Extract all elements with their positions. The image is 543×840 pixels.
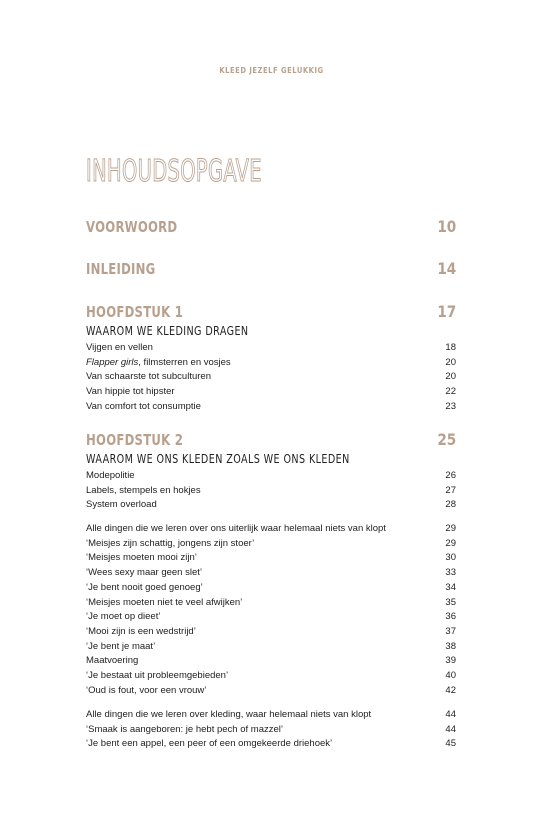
entry-title-italic: Flapper girls	[86, 356, 139, 368]
entry-title: ‘Meisjes moeten mooi zijn’	[86, 552, 197, 564]
toc-entry[interactable]	[86, 669, 456, 684]
entry-title: ‘Je bent nooit goed genoeg’	[86, 581, 203, 593]
toc-chapter-2	[86, 430, 456, 513]
toc-entry[interactable]	[86, 469, 456, 484]
entry-title: Vijgen en vellen	[86, 342, 153, 353]
toc-entry[interactable]	[86, 400, 456, 415]
toc-entry[interactable]	[86, 551, 456, 566]
chapter-subtitle: WAAROM WE ONS KLEDEN ZOALS WE ONS KLEDEN	[86, 452, 350, 466]
entry-page: 23	[445, 400, 456, 412]
toc-entry[interactable]	[86, 654, 456, 669]
toc-entry[interactable]	[86, 498, 456, 513]
entry-title: ‘Meisjes zijn schattig, jongens zijn stoer’	[86, 537, 255, 549]
toc-group-kleding	[86, 707, 456, 752]
entry-page: 28	[445, 499, 456, 511]
toc-section-inleiding[interactable]	[86, 259, 456, 278]
entry-title: Labels, stempels en hokjes	[86, 484, 201, 496]
entry-page: 26	[445, 470, 456, 481]
entry-page: 34	[445, 581, 456, 593]
entry-title: ‘Je bent je maat’	[86, 640, 156, 652]
chapter-subtitle: WAAROM WE KLEDING DRAGEN	[86, 324, 249, 338]
toc-section-voorwoord[interactable]	[86, 217, 456, 236]
entry-page: 36	[445, 611, 456, 623]
entry-page: 20	[445, 356, 456, 368]
chapter-heading[interactable]	[86, 302, 456, 321]
section-page-number: 10	[437, 217, 456, 236]
entry-title: ‘Oud is fout, voor een vrouw’	[86, 684, 207, 696]
toc-entry[interactable]	[86, 625, 456, 640]
entry-title	[86, 356, 231, 371]
entry-title: ‘Meisjes moeten niet te veel afwijken’	[86, 596, 243, 608]
entry-page: 44	[445, 709, 456, 720]
entry-page: 42	[445, 684, 456, 696]
toc-entry[interactable]	[86, 640, 456, 655]
entry-title: Van hippie tot hipster	[86, 386, 175, 398]
entry-page: 29	[445, 523, 456, 534]
entry-page: 30	[445, 552, 456, 564]
running-head: KLEED JEZELF GELUKKIG	[219, 66, 324, 75]
entry-page: 33	[445, 567, 456, 579]
chapter-label: HOOFDSTUK 2	[86, 431, 184, 449]
entry-title: Alle dingen die we leren over ons uiterlijk waar helemaal niets van klopt	[86, 523, 386, 534]
toc-entry[interactable]	[86, 723, 456, 738]
entry-title: ‘Mooi zijn is een wedstrijd’	[86, 625, 196, 637]
chapter-label: HOOFDSTUK 1	[86, 303, 184, 321]
section-label: INLEIDING	[86, 260, 156, 278]
entry-page: 44	[445, 723, 456, 735]
entry-page: 22	[445, 386, 456, 398]
toc-chapter-1	[86, 302, 456, 415]
entry-title: Van schaarste tot subculturen	[86, 371, 211, 383]
entry-page: 39	[445, 655, 456, 667]
entry-title: Van comfort tot consumptie	[86, 400, 201, 412]
entry-page: 18	[445, 342, 456, 353]
entry-title: ‘Smaak is aangeboren: je hebt pech of mazzel’	[86, 723, 283, 735]
toc-entry[interactable]	[86, 581, 456, 596]
toc-entry[interactable]	[86, 708, 456, 723]
entry-title: Modepolitie	[86, 470, 135, 481]
toc-entry[interactable]	[86, 737, 456, 752]
toc-entry[interactable]	[86, 596, 456, 611]
toc-entry[interactable]	[86, 484, 456, 499]
toc-entry[interactable]	[86, 566, 456, 581]
entry-title: ‘Wees sexy maar geen slet’	[86, 567, 202, 579]
entry-title: ‘Je moet op dieet’	[86, 611, 161, 623]
toc-entry[interactable]	[86, 684, 456, 699]
section-label: VOORWOORD	[86, 218, 178, 236]
entry-page: 27	[445, 484, 456, 496]
chapter-heading[interactable]	[86, 430, 456, 449]
toc-entry[interactable]	[86, 522, 456, 537]
toc-entry[interactable]	[86, 356, 456, 371]
entry-page: 29	[445, 537, 456, 549]
entry-page: 35	[445, 596, 456, 608]
toc-entry[interactable]	[86, 385, 456, 400]
toc-entry[interactable]	[86, 370, 456, 385]
entry-title: ‘Je bent een appel, een peer of een omgekeerde driehoek’	[86, 738, 333, 750]
page-title: INHOUDSOPGAVE	[86, 154, 262, 189]
toc-group-uiterlijk	[86, 521, 456, 698]
toc-entry[interactable]	[86, 341, 456, 356]
section-page-number: 14	[437, 259, 456, 278]
entry-page: 38	[445, 640, 456, 652]
entry-page: 45	[445, 738, 456, 750]
chapter-page-number: 17	[437, 302, 456, 321]
entry-title: System overload	[86, 499, 157, 511]
toc-entry[interactable]	[86, 537, 456, 552]
toc-entry[interactable]	[86, 610, 456, 625]
chapter-page-number: 25	[437, 430, 456, 449]
entry-title: Maatvoering	[86, 655, 139, 667]
entry-title: Alle dingen die we leren over kleding, waar helemaal niets van klopt	[86, 709, 372, 720]
entry-title: ‘Je bestaat uit probleemgebieden’	[86, 670, 229, 682]
entry-page: 37	[445, 625, 456, 637]
entry-page: 20	[445, 371, 456, 383]
entry-page: 40	[445, 670, 456, 682]
entry-title-rest: , filmsterren en vosjes	[138, 356, 231, 368]
